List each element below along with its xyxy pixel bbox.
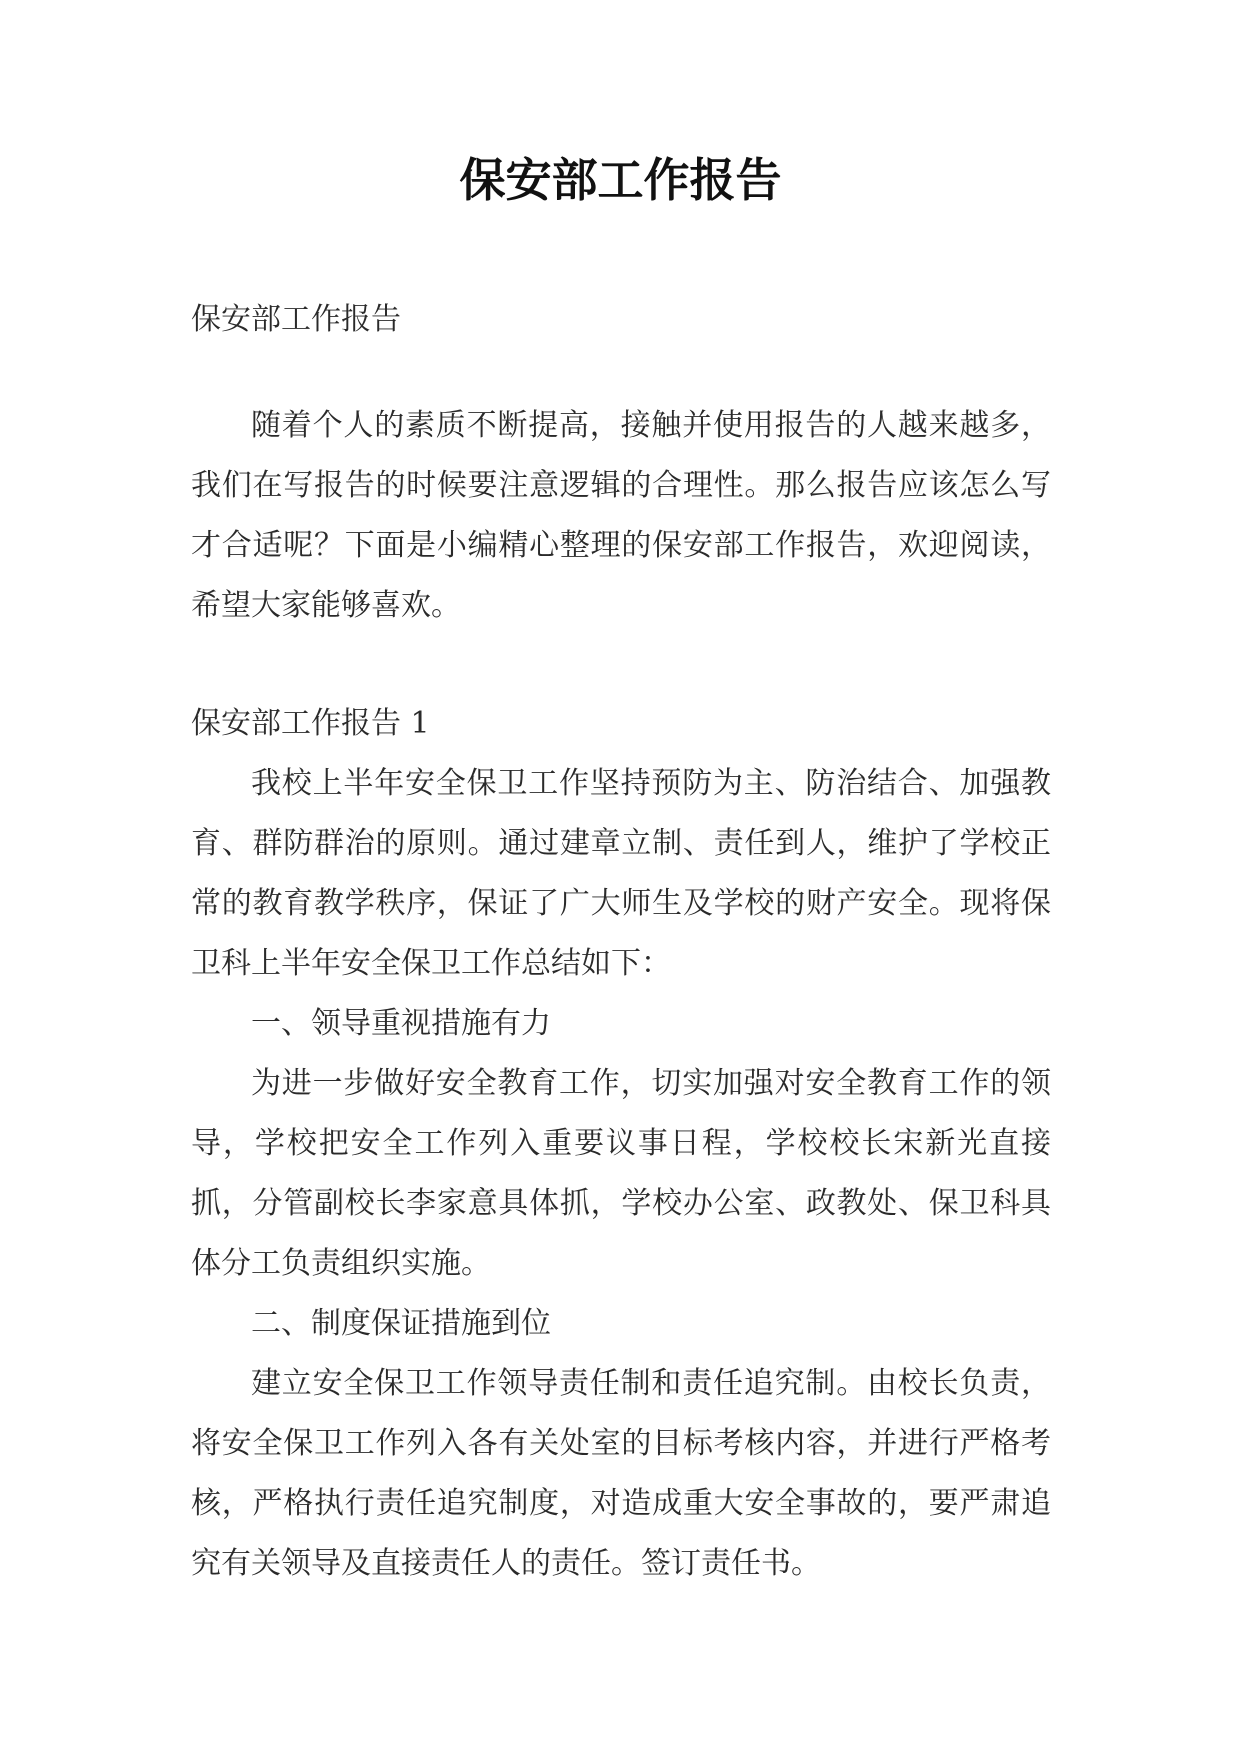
intro-paragraph: 随着个人的素质不断提高，接触并使用报告的人越来越多，我们在写报告的时候要注意逻辑的合理性。那么报告应该怎么写才合适呢？下面是小编精心整理的保安部工作报告，欢迎阅读，希望大家能够喜欢。 [191, 408, 1051, 623]
section-body [191, 754, 1051, 1594]
paragraph: 为进一步做好安全教育工作，切实加强对安全教育工作的领导，学校把安全工作列入重要议事日程，学校校长宋新光直接抓，分管副校长李家意具体抓，学校办公室、政教处、保卫科具体分工负责组织实施。 [191, 1066, 1051, 1281]
section-title: 保安部工作报告 1 [191, 706, 430, 741]
paragraph: 建立安全保卫工作领导责任制和责任追究制。由校长负责，将安全保卫工作列入各有关处室的目标考核内容，并进行严格考核，严格执行责任追究制度，对造成重大安全事故的，要严肃追究有关领导及直接责任人的责任。签订责任书。 [191, 1366, 1051, 1581]
heading-item: 二、制度保证措施到位 [251, 1306, 551, 1341]
heading-item: 一、领导重视措施有力 [251, 1006, 551, 1041]
document-title: 保安部工作报告 [459, 153, 782, 207]
document-subtitle: 保安部工作报告 [191, 302, 401, 337]
paragraph: 我校上半年安全保卫工作坚持预防为主、防治结合、加强教育、群防群治的原则。通过建章立制、责任到人，维护了学校正常的教育教学秩序，保证了广大师生及学校的财产安全。现将保卫科上半年安全保卫工作总结如下： [191, 766, 1051, 981]
